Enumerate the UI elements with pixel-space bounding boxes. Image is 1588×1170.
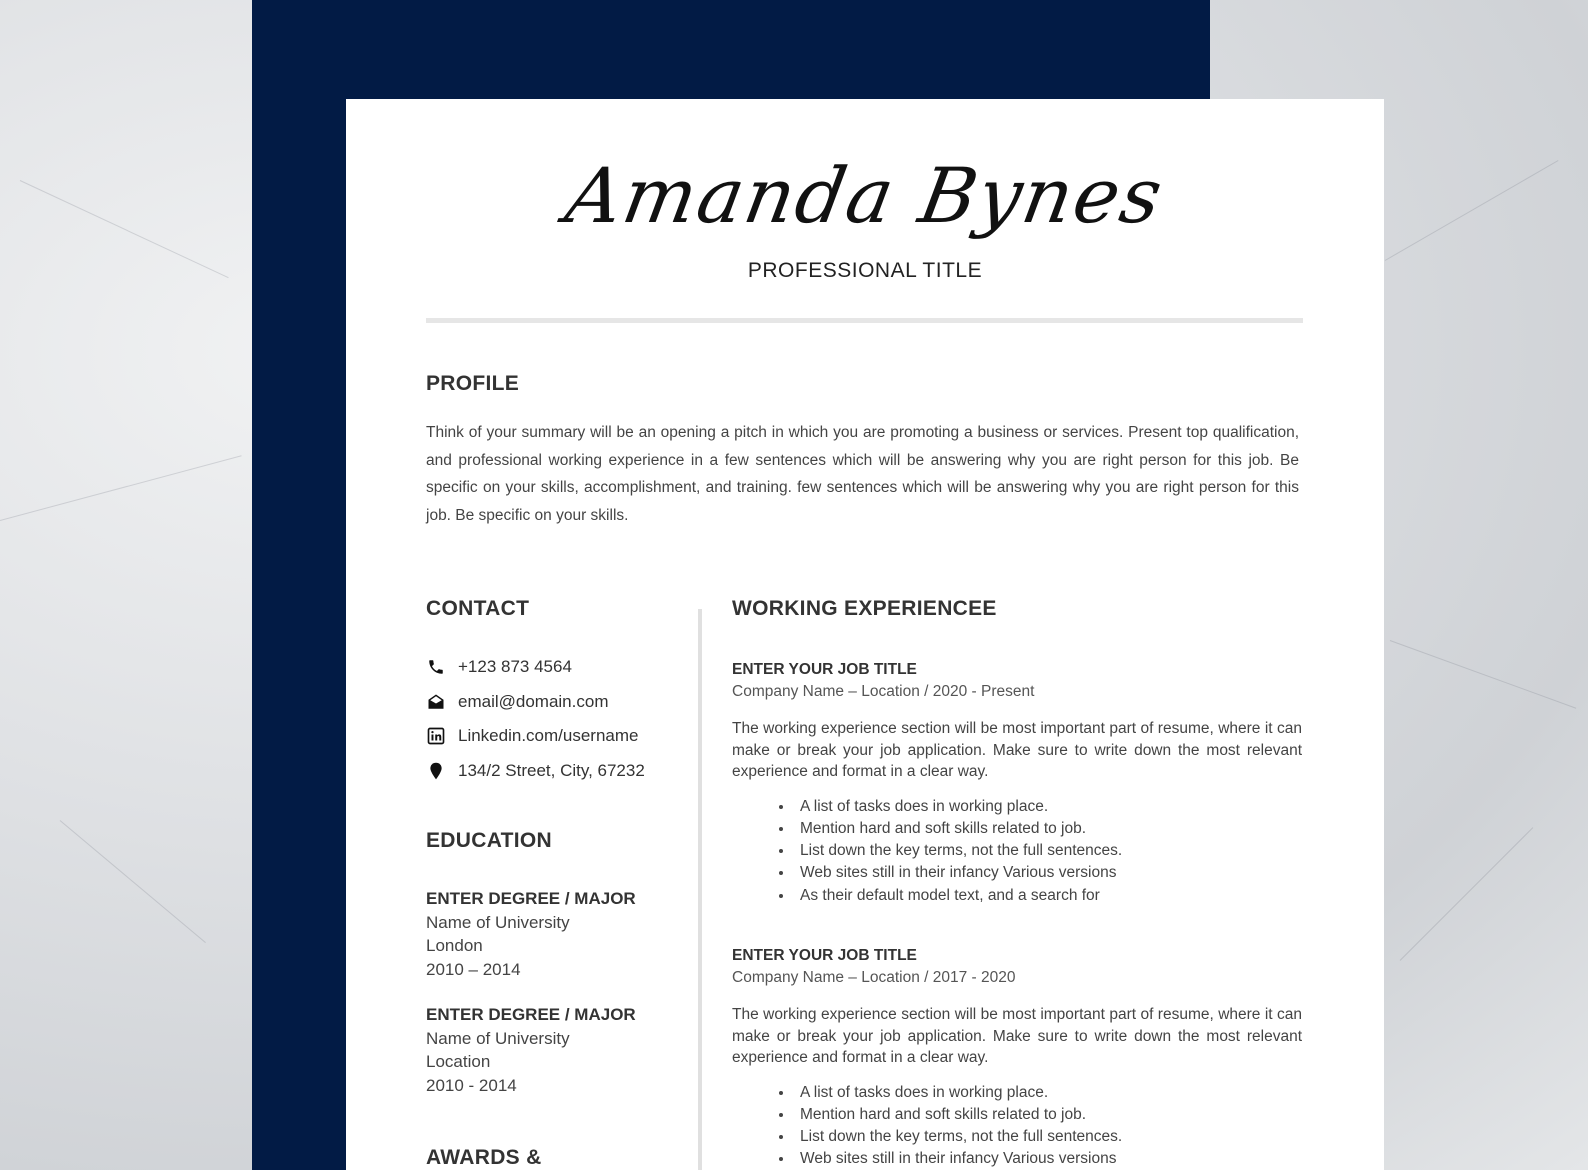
job-entry bbox=[732, 947, 1302, 1170]
job-description: The working experience section will be most important part of resume, where it can make or break your job application. Make sure to write down the most relevant experience and format in a clear way. bbox=[732, 720, 1302, 780]
profile-text: Think of your summary will be an opening a pitch in which you are promoting a business or services. Present top qualification, and professional working experience in a few sentences which will be answering why you are right person for this job. Be specific on your skills, accomplishment, and training. few sentences which will be answering why you are right person for this job. Be specific on your skills. bbox=[426, 424, 1299, 524]
contact-linkedin bbox=[426, 726, 638, 746]
awards-heading: AWARDS & bbox=[426, 1146, 542, 1169]
job-bullet-list bbox=[732, 1082, 1302, 1170]
profile-heading: PROFILE bbox=[426, 372, 520, 395]
education-location: London bbox=[426, 936, 483, 955]
education-degree: ENTER DEGREE / MAJOR bbox=[426, 1005, 636, 1024]
education-years: 2010 - 2014 bbox=[426, 1075, 517, 1095]
job-bullet: • A list of tasks does in working place. bbox=[794, 1082, 1302, 1104]
job-bullet: • Mention hard and soft skills related to job. bbox=[794, 1104, 1302, 1126]
contact-heading: CONTACT bbox=[426, 597, 530, 620]
linkedin-icon bbox=[426, 726, 446, 746]
resume-page bbox=[346, 99, 1384, 1170]
contact-email bbox=[426, 692, 608, 712]
education-location: Location bbox=[426, 1052, 491, 1071]
experience-heading: WORKING EXPERIENCEE bbox=[732, 597, 997, 620]
column-divider bbox=[698, 609, 702, 1170]
linkedin-text: Linkedin.com/username bbox=[458, 726, 639, 745]
job-title: ENTER YOUR JOB TITLE bbox=[732, 661, 917, 678]
job-bullet-list bbox=[732, 796, 1302, 907]
job-company: Company Name – Location / 2017 - 2020 bbox=[732, 969, 1016, 986]
header-divider bbox=[426, 318, 1303, 323]
professional-title: PROFESSIONAL TITLE bbox=[747, 259, 983, 282]
job-company: Company Name – Location / 2020 - Present bbox=[732, 683, 1035, 700]
address-text: 134/2 Street, City, 67232 bbox=[458, 761, 645, 780]
education-years: 2010 – 2014 bbox=[426, 959, 521, 979]
resume-name: Amanda Bynes bbox=[559, 151, 1171, 240]
job-bullet: • List down the key terms, not the full sentences. bbox=[794, 840, 1302, 862]
contact-phone bbox=[426, 657, 572, 677]
education-entry bbox=[426, 1003, 636, 1097]
phone-text: +123 873 4564 bbox=[458, 657, 572, 676]
contact-address bbox=[426, 761, 645, 781]
education-university: Name of University bbox=[426, 912, 570, 932]
education-university: Name of University bbox=[426, 1028, 570, 1048]
job-description: The working experience section will be most important part of resume, where it can make or break your job application. Make sure to write down the most relevant experience and format in a clear way. bbox=[732, 1006, 1302, 1066]
job-bullet: • A list of tasks does in working place. bbox=[794, 796, 1302, 818]
education-entry bbox=[426, 887, 636, 981]
job-bullet: • Web sites still in their infancy Various versions bbox=[794, 1148, 1302, 1170]
job-bullet: • Mention hard and soft skills related to job. bbox=[794, 818, 1302, 840]
job-bullet: • As their default model text, and a search for bbox=[794, 885, 1302, 907]
email-icon bbox=[426, 692, 446, 712]
email-text: email@domain.com bbox=[458, 692, 609, 711]
job-title: ENTER YOUR JOB TITLE bbox=[732, 947, 917, 964]
job-entry bbox=[732, 661, 1302, 907]
phone-icon bbox=[426, 657, 446, 677]
job-bullet: • List down the key terms, not the full sentences. bbox=[794, 1126, 1302, 1148]
education-degree: ENTER DEGREE / MAJOR bbox=[426, 889, 636, 908]
job-bullet: • Web sites still in their infancy Various versions bbox=[794, 862, 1302, 884]
location-pin-icon bbox=[426, 761, 446, 781]
education-heading: EDUCATION bbox=[426, 829, 552, 852]
